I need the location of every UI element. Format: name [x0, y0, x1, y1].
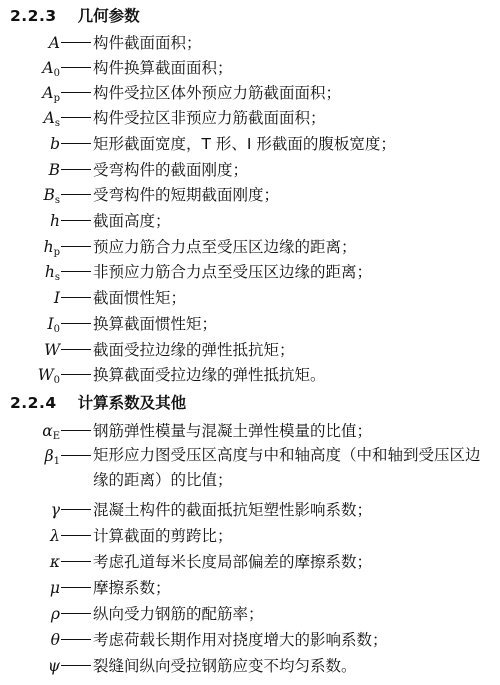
section-heading-geometry — [10, 3, 140, 29]
symbol-definition: 钢筋弹性模量与混凝土弹性模量的比值； — [93, 422, 373, 440]
symbol-definition: 计算截面的剪跨比； — [93, 527, 233, 545]
em-dash — [61, 349, 91, 350]
symbol: b — [50, 135, 60, 153]
em-dash — [61, 194, 91, 195]
section-number: 2.2.3 — [10, 7, 57, 25]
symbol-definition: 预应力筋合力点至受压区边缘的距离； — [93, 238, 357, 256]
em-dash — [61, 561, 91, 562]
symbol-definition: 截面受拉边缘的弹性抵抗矩； — [93, 341, 295, 359]
em-dash — [61, 117, 91, 118]
symbol: A — [48, 34, 60, 52]
em-dash — [61, 67, 91, 68]
symbol-definition: 构件受拉区体外预应力筋截面面积； — [93, 84, 342, 102]
symbol-entry — [0, 285, 500, 311]
symbol-definition: 换算截面受拉边缘的弹性抵抗矩。 — [93, 366, 326, 384]
symbol-entry — [0, 627, 500, 653]
em-dash — [61, 639, 91, 640]
em-dash — [61, 92, 91, 93]
symbol-definition: 构件换算截面面积； — [93, 59, 233, 77]
symbol-entry — [0, 523, 500, 549]
symbol-definition: 混凝土构件的截面抵抗矩塑性影响系数； — [93, 501, 373, 519]
symbol: κ — [49, 553, 60, 571]
section-number: 2.2.4 — [10, 394, 57, 412]
symbol: $A_p$ — [42, 84, 60, 104]
symbol: ρ — [50, 605, 60, 623]
symbol-entry — [0, 208, 500, 234]
symbol: $B_s$ — [43, 186, 60, 206]
symbol-definition: 矩形应力图受压区高度与中和轴高度（中和轴到受压区边缘的距离）的比值； — [93, 446, 481, 489]
em-dash — [61, 613, 91, 614]
symbol: θ — [50, 631, 60, 649]
symbol-definition: 换算截面惯性矩； — [93, 315, 218, 333]
em-dash — [61, 143, 91, 144]
symbol: $\alpha_E$ — [42, 422, 60, 442]
em-dash — [61, 42, 91, 43]
em-dash — [61, 665, 91, 666]
section-heading-coefficients — [10, 390, 186, 416]
symbol-entry — [0, 362, 500, 388]
symbol-definition: 矩形截面宽度，T 形、I 形截面的腹板宽度； — [93, 135, 396, 153]
em-dash — [61, 220, 91, 221]
em-dash — [61, 535, 91, 536]
symbol-definition: 考虑孔道每米长度局部偏差的摩擦系数； — [93, 553, 373, 571]
symbol-entry — [0, 80, 500, 106]
section-title: 计算系数及其他 — [77, 394, 187, 412]
symbol-entry — [0, 443, 500, 495]
symbol-definition: 构件受拉区非预应力筋截面面积； — [93, 109, 326, 127]
symbol-entry — [0, 105, 500, 131]
em-dash — [61, 297, 91, 298]
symbol-entry — [0, 549, 500, 575]
symbol-entry — [0, 497, 500, 523]
symbol-entry — [0, 55, 500, 81]
symbol-definition: 纵向受力钢筋的配筋率； — [93, 605, 264, 623]
symbol-definition: 非预应力筋合力点至受压区边缘的距离； — [93, 263, 373, 281]
symbol-definition: 受弯构件的短期截面刚度； — [93, 186, 280, 204]
symbol-entry — [0, 30, 500, 56]
symbol-definition: 摩擦系数； — [93, 579, 171, 597]
em-dash — [61, 246, 91, 247]
symbol-entry — [0, 157, 500, 183]
symbol-entry — [0, 311, 500, 337]
symbol: W — [44, 341, 60, 359]
symbol-definition: 截面高度； — [93, 212, 171, 230]
em-dash — [61, 455, 91, 456]
em-dash — [61, 374, 91, 375]
em-dash — [61, 271, 91, 272]
symbol-entry — [0, 182, 500, 208]
em-dash — [61, 509, 91, 510]
em-dash — [61, 323, 91, 324]
symbol: $I_0$ — [47, 315, 60, 335]
symbol: $h_s$ — [44, 263, 60, 283]
symbol: $h_p$ — [43, 238, 60, 258]
symbol: B — [48, 161, 60, 179]
symbol: $A_0$ — [42, 59, 60, 79]
symbol-definition: 截面惯性矩； — [93, 289, 187, 307]
symbol: h — [50, 212, 60, 230]
symbol-entry — [0, 259, 500, 285]
symbol-entry — [0, 418, 500, 444]
symbol: I — [53, 289, 60, 307]
em-dash — [61, 169, 91, 170]
symbol: $\beta_1$ — [44, 447, 60, 467]
symbol: ψ — [47, 657, 60, 675]
symbol-definition: 受弯构件的截面刚度； — [93, 161, 249, 179]
symbol: γ — [50, 501, 60, 519]
symbol-entry — [0, 575, 500, 601]
symbol-definition: 裂缝间纵向受拉钢筋应变不均匀系数。 — [93, 657, 357, 675]
em-dash — [61, 430, 91, 431]
symbol-entry — [0, 653, 500, 679]
symbol-definition: 考虑荷载长期作用对挠度增大的影响系数； — [93, 631, 388, 649]
symbol: μ — [49, 579, 60, 597]
section-title: 几何参数 — [77, 7, 140, 25]
symbol: $W_0$ — [37, 366, 60, 386]
symbol: λ — [50, 527, 60, 545]
symbol-entry — [0, 131, 500, 157]
symbol-entry — [0, 337, 500, 363]
symbol-definition: 构件截面面积； — [93, 34, 202, 52]
symbol: $A_s$ — [43, 109, 60, 129]
em-dash — [61, 587, 91, 588]
symbol-entry — [0, 601, 500, 627]
symbol-entry — [0, 234, 500, 260]
